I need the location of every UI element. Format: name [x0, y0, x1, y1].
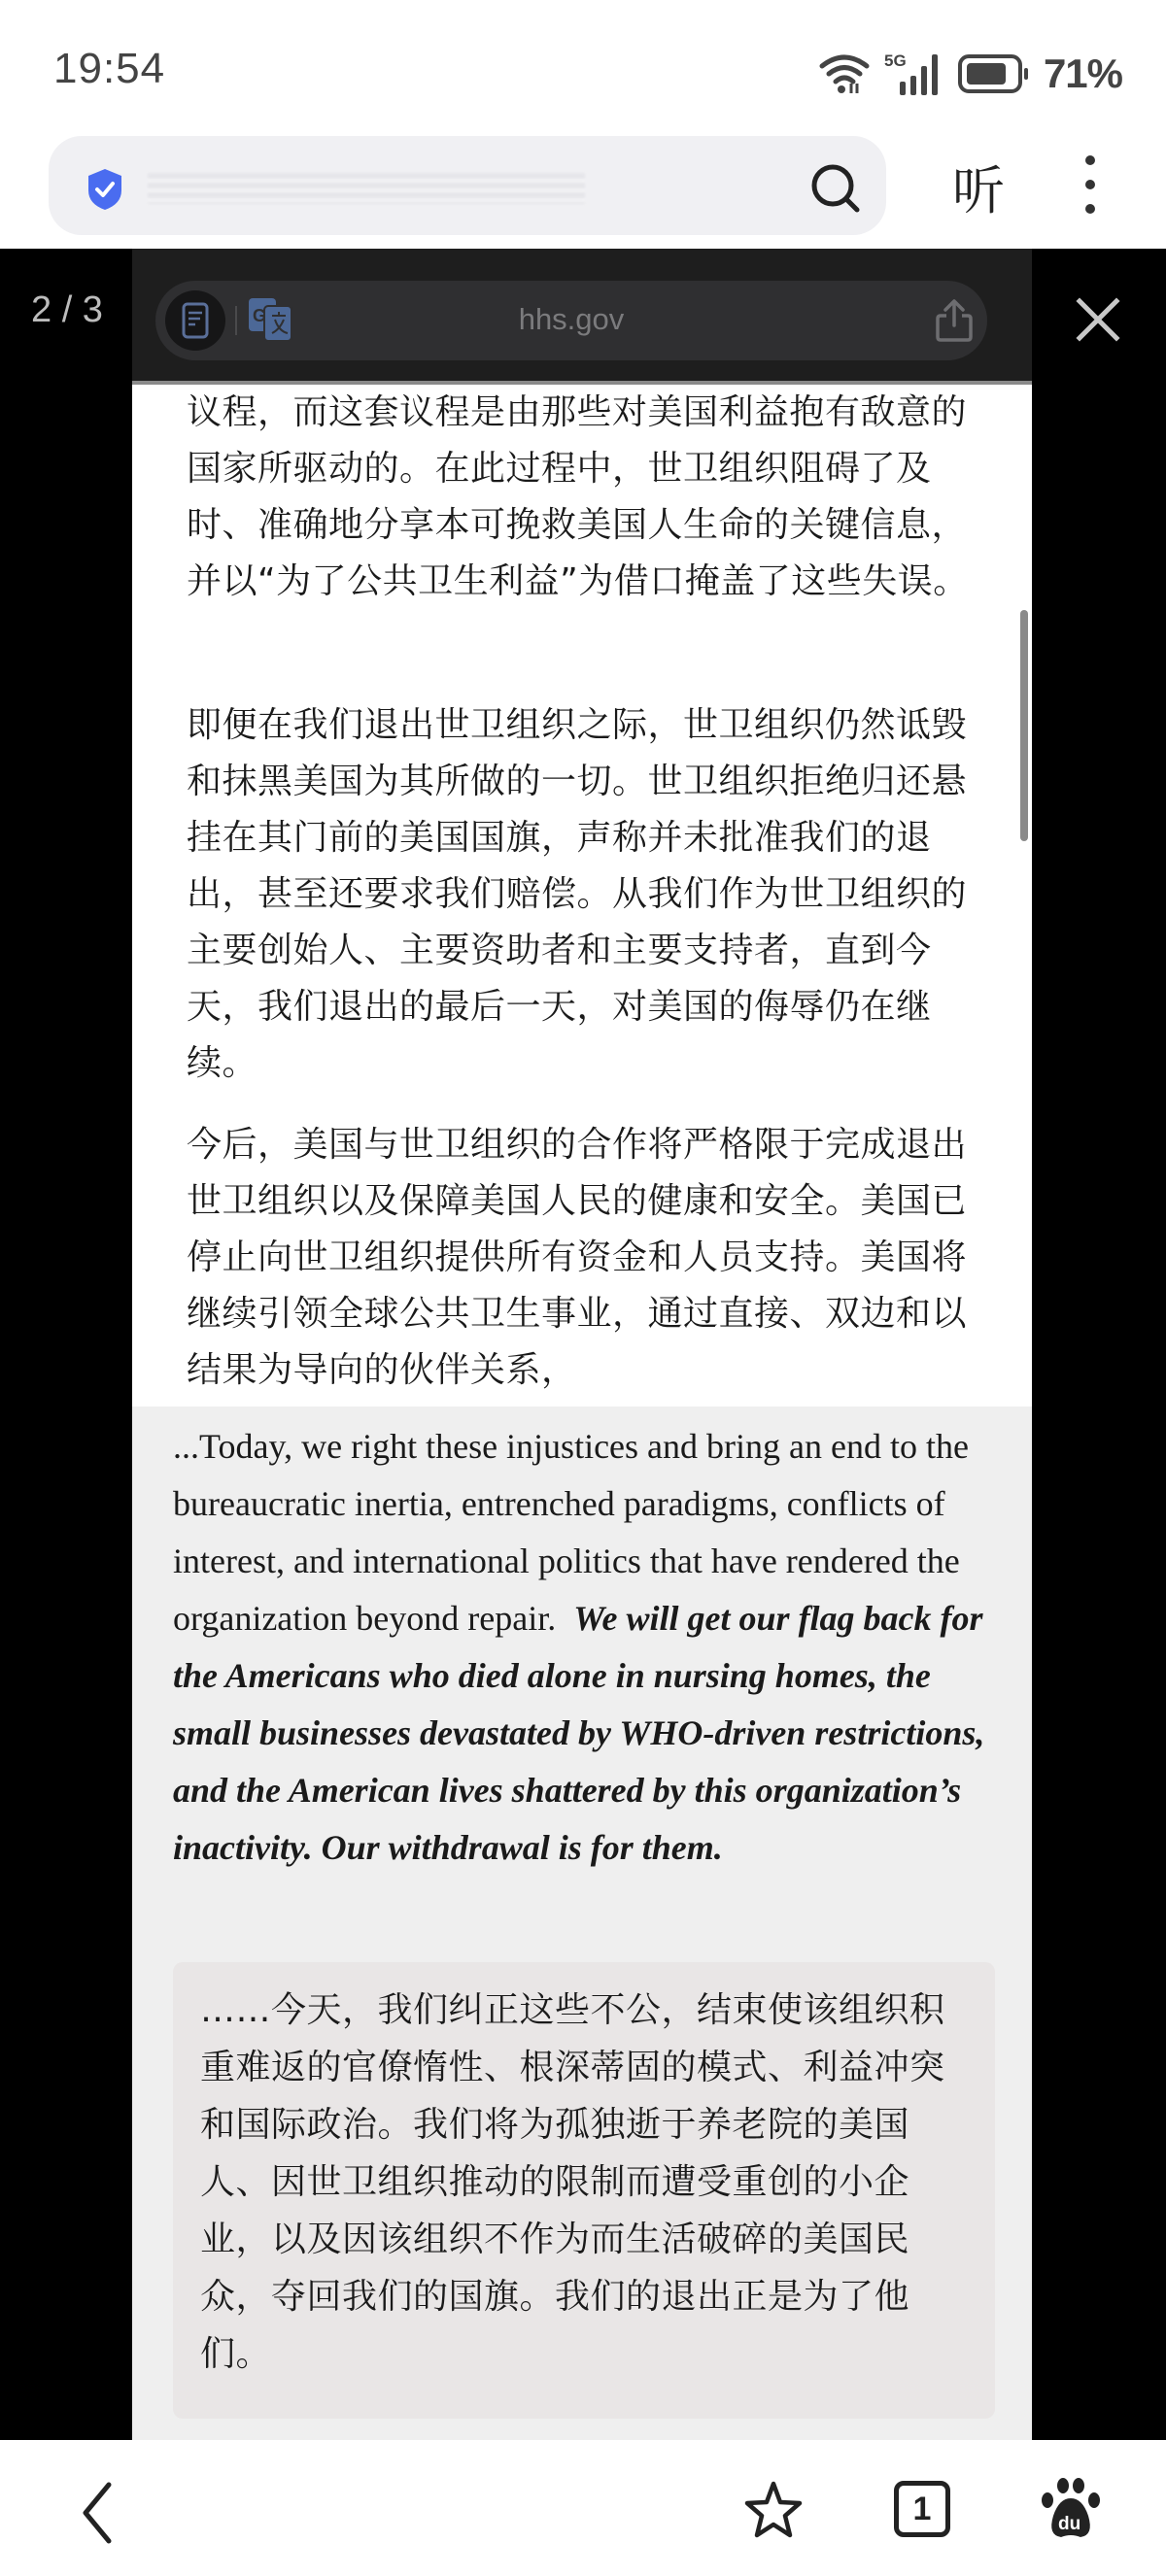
share-icon	[933, 298, 976, 343]
browser-toolbar	[0, 126, 1166, 249]
quote-block	[132, 1407, 1032, 2440]
image-counter: 2 / 3	[31, 289, 103, 330]
signal-5g-icon	[884, 51, 944, 97]
scrollbar[interactable]	[1020, 610, 1028, 841]
status-icons	[818, 47, 1122, 101]
back-chevron-icon[interactable]	[78, 2481, 117, 2545]
paragraph-1: 议程，而这套议程是由那些对美国利益抱有敌意的国家所驱动的。在此过程中，世卫组织阻碍了及时、准确地分享本可挽救美国人生命的关键信息，并以“为了公共卫生利益”为借口掩盖了这些失误。	[187, 392, 969, 601]
wifi-icon	[818, 52, 871, 95]
close-icon[interactable]	[1074, 295, 1122, 344]
english-quote	[173, 1418, 999, 1877]
search-icon[interactable]	[806, 159, 865, 218]
english-quote-regular: ...Today, we right these injustices and bring an end to the bureaucratic inertia, entrenched paradigms, conflicts of interest, and international politics that have rendered the organization beyond repair.	[173, 1427, 969, 1638]
listen-button[interactable]: 听	[952, 160, 1005, 221]
english-quote-emphasis: We will get our flag back for the Americans who died alone in nursing homes, the small businesses devastated by WHO-driven restrictions, and the American lives shattered by this organization’s inactivity. Our withdrawal is for them.	[173, 1599, 985, 1867]
chinese-translation-box	[173, 1962, 995, 2419]
svg-text:5G: 5G	[883, 51, 907, 70]
url-text-obscured[interactable]	[148, 173, 585, 204]
baidu-paw-icon[interactable]	[1040, 2477, 1102, 2541]
reader-header	[132, 249, 1032, 385]
svg-text:du: du	[1058, 2514, 1081, 2534]
address-bar[interactable]	[49, 136, 886, 235]
battery-percent: 71%	[1043, 51, 1122, 96]
reader-address-pill	[155, 281, 987, 360]
more-vertical-icon[interactable]	[1080, 155, 1100, 218]
chinese-translation: ……今天，我们纠正这些不公，结束使该组织积重难返的官僚惰性、根深蒂固的模式、利益冲突和国际政治。我们将为孤独逝于养老院的美国人、因世卫组织推动的限制而遭受重创的小企业，以及因该组织不作为而生活破碎的美国民众，夺回我们的国旗。我们的退出正是为了他们。	[200, 1990, 945, 2374]
svg-text:G: G	[253, 306, 267, 325]
paragraph-3: 今后，美国与世卫组织的合作将严格限于完成退出世卫组织以及保障美国人民的健康和安全。美国已停止向世卫组织提供所有资金和人员支持。美国将继续引领全球公共卫生事业，通过直接、双边和以结果为导向的伙伴关系，	[187, 1125, 968, 1390]
reader-domain: hhs.gov	[518, 302, 625, 336]
star-icon[interactable]	[742, 2479, 805, 2541]
status-bar	[0, 0, 1166, 126]
tabs-button[interactable]: 1	[894, 2481, 950, 2537]
paragraph-2: 即便在我们退出世卫组织之际，世卫组织仍然诋毁和抹黑美国为其所做的一切。世卫组织拒绝归还悬挂在其门前的美国国旗，声称并未批准我们的退出，甚至还要求我们赔偿。从我们作为世卫组织的主要创始人、主要资助者和主要支持者，直到今天，我们退出的最后一天，对美国的侮辱仍在继续。	[187, 705, 968, 1083]
clock: 19:54	[53, 45, 166, 92]
image-viewer	[0, 249, 1166, 2440]
battery-icon	[958, 53, 1030, 94]
shield-check-icon	[86, 167, 124, 212]
bottom-nav	[0, 2440, 1166, 2576]
screenshot-image	[132, 249, 1032, 2440]
